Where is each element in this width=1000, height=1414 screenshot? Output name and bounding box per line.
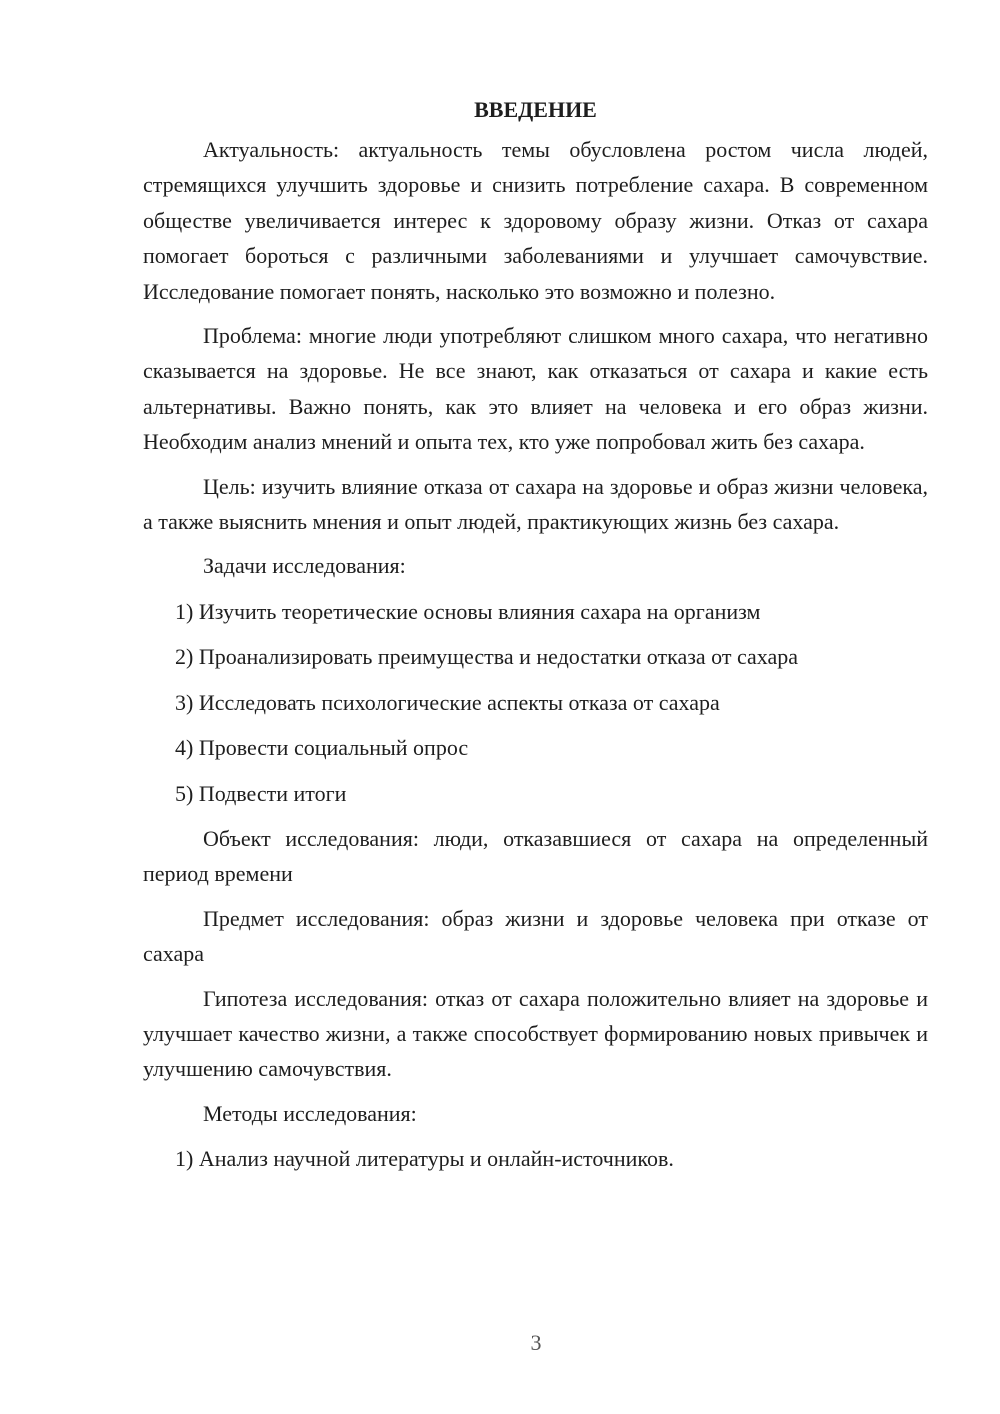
list-item: 5) Подвести итоги [175, 780, 347, 806]
relevance-paragraph: Актуальность: актуальность темы обусловлена ростом числа людей, стремящихся улучшить здоровье и снизить потребление сахара. В современном обществе увеличивается интерес к здоровому образу жизни. Отказ от сахара помогает бороться с различными заболеваниями и улучшает самочувствие. Исследование помогает понять, насколько это возможно и полезно. [143, 137, 928, 304]
tasks-heading: Задачи исследования: [203, 553, 406, 579]
list-item: 2) Проанализировать преимущества и недостатки отказа от сахара [175, 644, 799, 670]
section-title: ВВЕДЕНИЕ [474, 97, 597, 122]
subject-paragraph: Предмет исследования: образ жизни и здоровье человека при отказе от сахара [143, 905, 928, 967]
list-item: 1) Анализ научной литературы и онлайн-источников. [175, 1146, 674, 1172]
goal-paragraph: Цель: изучить влияние отказа от сахара на здоровье и образ жизни человека, а также выяснить мнения и опыт людей, практикующих жизнь без сахара. [143, 473, 928, 535]
problem-paragraph: Проблема: многие люди употребляют слишком много сахара, что негативно сказывается на здоровье. Не все знают, как отказаться от сахара и какие есть альтернативы. Важно понять, как это влияет на человека и его образ жизни. Необходим анализ мнений и опыта тех, кто уже попробовал жить без сахара. [143, 323, 928, 455]
list-item: 3) Исследовать психологические аспекты отказа от сахара [175, 689, 720, 715]
object-paragraph: Объект исследования: люди, отказавшиеся от сахара на определенный период времени [143, 825, 928, 887]
tasks-list [143, 594, 928, 811]
hypothesis-paragraph: Гипотеза исследования: отказ от сахара положительно влияет на здоровье и улучшает качество жизни, а также способствует формированию новых привычек и улучшению самочувствия. [143, 985, 928, 1082]
page-number: 3 [530, 1330, 542, 1355]
methods-heading: Методы исследования: [203, 1100, 417, 1126]
list-item: 1) Изучить теоретические основы влияния сахара на организм [175, 598, 761, 624]
document-page [143, 92, 928, 1187]
methods-list [143, 1141, 928, 1176]
list-item: 4) Провести социальный опрос [175, 735, 469, 761]
